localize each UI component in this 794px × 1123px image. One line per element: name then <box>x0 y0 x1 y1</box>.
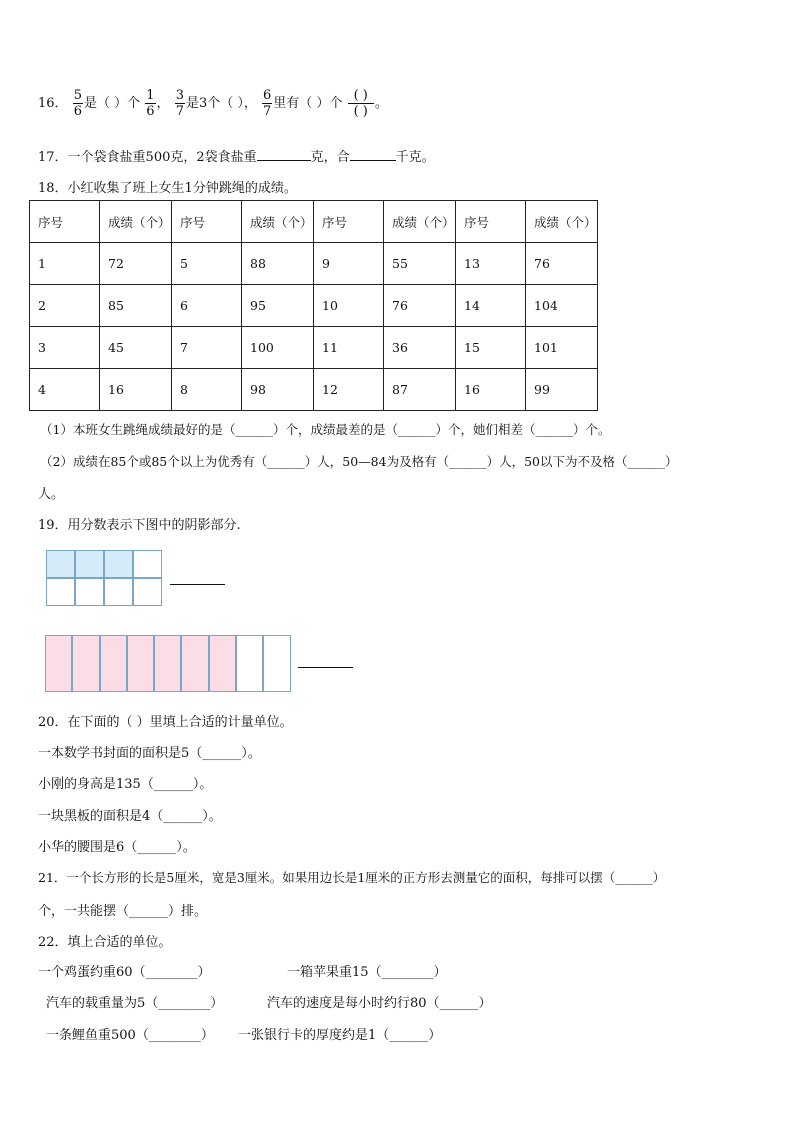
table-cell: 36 <box>384 327 456 369</box>
q20-item-2[interactable]: 小刚的身高是135（______）。 <box>38 777 213 792</box>
table-cell: 13 <box>456 243 526 285</box>
table-cell: 76 <box>526 243 598 285</box>
table-cell: 6 <box>172 285 242 327</box>
table-cell: 85 <box>100 285 172 327</box>
table-cell: 95 <box>242 285 314 327</box>
header-cell: 序号 <box>30 201 100 243</box>
answer-line-figure-2[interactable] <box>298 667 353 668</box>
question-21-line-2[interactable]: 个，一共能摆（______）排。 <box>38 904 208 919</box>
table-cell: 15 <box>456 327 526 369</box>
question-21-line-1[interactable]: 21．一个长方形的长是5厘米，宽是3厘米。如果用边长是1厘米的正方形去测量它的面积，每排可以摆（______） <box>38 870 666 885</box>
grid-cell <box>46 578 75 606</box>
header-cell: 序号 <box>314 201 384 243</box>
question-17 <box>38 146 435 165</box>
strip-cell-shaded <box>45 635 72 692</box>
q16-text-1: 是（ ）个 <box>83 96 141 111</box>
q16-text-5: 。 <box>374 96 388 111</box>
table-cell: 98 <box>242 369 314 411</box>
strip-cell-shaded <box>209 635 236 692</box>
question-18-title: 18．小红收集了班上女生1分钟跳绳的成绩。 <box>38 181 297 196</box>
strip-cell-shaded <box>127 635 154 692</box>
table-header-row <box>30 201 598 243</box>
shaded-strip-figure-2 <box>45 635 291 692</box>
q16-text-2: ， <box>156 96 170 111</box>
table-cell: 100 <box>242 327 314 369</box>
table-cell: 1 <box>30 243 100 285</box>
table-cell: 72 <box>100 243 172 285</box>
table-cell: 45 <box>100 327 172 369</box>
table-cell: 3 <box>30 327 100 369</box>
q17-text-b: 克，合 <box>310 150 350 165</box>
table-cell: 10 <box>314 285 384 327</box>
strip-cell-shaded <box>154 635 181 692</box>
fraction-6-7: $\frac{6}{7}$ <box>263 88 272 119</box>
q22-item-apple[interactable]: 一箱苹果重15（________） <box>287 965 447 980</box>
table-cell: 4 <box>30 369 100 411</box>
shaded-grid-figure-1 <box>46 550 162 606</box>
question-22-title: 22．填上合适的单位。 <box>38 935 172 950</box>
grid-cell <box>133 550 162 578</box>
table-cell: 99 <box>526 369 598 411</box>
table-cell: 87 <box>384 369 456 411</box>
q20-item-1[interactable]: 一本数学书封面的面积是5（______）。 <box>38 746 261 761</box>
header-cell: 成绩（个） <box>526 201 598 243</box>
question-20-title: 20．在下面的（ ）里填上合适的计量单位。 <box>38 715 293 730</box>
grid-cell <box>75 578 104 606</box>
table-cell: 76 <box>384 285 456 327</box>
table-row <box>30 327 598 369</box>
table-cell: 104 <box>526 285 598 327</box>
table-cell: 2 <box>30 285 100 327</box>
strip-cell-shaded <box>100 635 127 692</box>
q17-text-c: 千克。 <box>395 150 435 165</box>
q17-blank-grams[interactable] <box>257 160 311 161</box>
q16-text-3: 是3个（ ）， <box>185 96 257 111</box>
table-row <box>30 243 598 285</box>
table-cell: 9 <box>314 243 384 285</box>
grid-cell-shaded <box>75 550 104 578</box>
table-cell: 88 <box>242 243 314 285</box>
q22-item-bank-card[interactable]: 一张银行卡的厚度约是1（______） <box>238 1028 442 1043</box>
q22-item-carp[interactable]: 一条鲤鱼重500（________） <box>46 1028 214 1043</box>
strip-cell-shaded <box>181 635 208 692</box>
fraction-1-6: $\frac{1}{6}$ <box>146 88 155 119</box>
q17-blank-kilograms[interactable] <box>350 160 396 161</box>
score-table <box>29 200 598 411</box>
grid-cell-shaded <box>104 550 133 578</box>
header-cell: 成绩（个） <box>242 201 314 243</box>
table-cell: 7 <box>172 327 242 369</box>
q17-text-a: 17．一个袋食盐重500克，2袋食盐重 <box>38 150 257 165</box>
table-cell: 5 <box>172 243 242 285</box>
grid-cell <box>133 578 162 606</box>
strip-cell <box>236 635 263 692</box>
q20-item-3[interactable]: 一块黑板的面积是4（______）。 <box>38 809 222 824</box>
grid-cell <box>104 578 133 606</box>
header-cell: 成绩（个） <box>100 201 172 243</box>
table-cell: 12 <box>314 369 384 411</box>
table-cell: 14 <box>456 285 526 327</box>
q20-item-4[interactable]: 小华的腰围是6（______）。 <box>38 840 196 855</box>
q16-text-4: 里有（ ）个 <box>273 96 343 111</box>
q22-item-truck-load[interactable]: 汽车的载重量为5（________） <box>46 996 224 1011</box>
grid-cell-shaded <box>46 550 75 578</box>
question-16 <box>38 88 388 119</box>
table-row <box>30 369 598 411</box>
q22-item-egg[interactable]: 一个鸡蛋约重60（________） <box>38 965 211 980</box>
header-cell: 序号 <box>456 201 526 243</box>
table-cell: 16 <box>456 369 526 411</box>
question-18-part-2[interactable]: （2）成绩在85个或85个以上为优秀有（______）人，50—84为及格有（______）人，50以下为不及格（______） <box>40 454 678 469</box>
fraction-3-7: $\frac{3}{7}$ <box>175 88 184 119</box>
strip-cell <box>263 635 290 692</box>
strip-cell-shaded <box>72 635 99 692</box>
answer-line-figure-1[interactable] <box>170 584 225 585</box>
header-cell: 序号 <box>172 201 242 243</box>
table-cell: 11 <box>314 327 384 369</box>
table-cell: 101 <box>526 327 598 369</box>
question-16-number: 16． <box>38 96 68 111</box>
fraction-blank[interactable]: $\frac{( )}{( )}$ <box>348 88 374 119</box>
table-row <box>30 285 598 327</box>
q22-item-car-speed[interactable]: 汽车的速度是每小时约行80（______） <box>267 996 492 1011</box>
question-19-title: 19．用分数表示下图中的阴影部分. <box>38 518 241 533</box>
question-18-part-1[interactable]: （1）本班女生跳绳成绩最好的是（______）个，成绩最差的是（______）个，她们相差（______）个。 <box>40 422 611 437</box>
question-18-part-2-end: 人。 <box>38 487 65 502</box>
table-cell: 55 <box>384 243 456 285</box>
table-cell: 8 <box>172 369 242 411</box>
header-cell: 成绩（个） <box>384 201 456 243</box>
table-cell: 16 <box>100 369 172 411</box>
fraction-5-6: $\frac{5}{6}$ <box>73 88 82 119</box>
